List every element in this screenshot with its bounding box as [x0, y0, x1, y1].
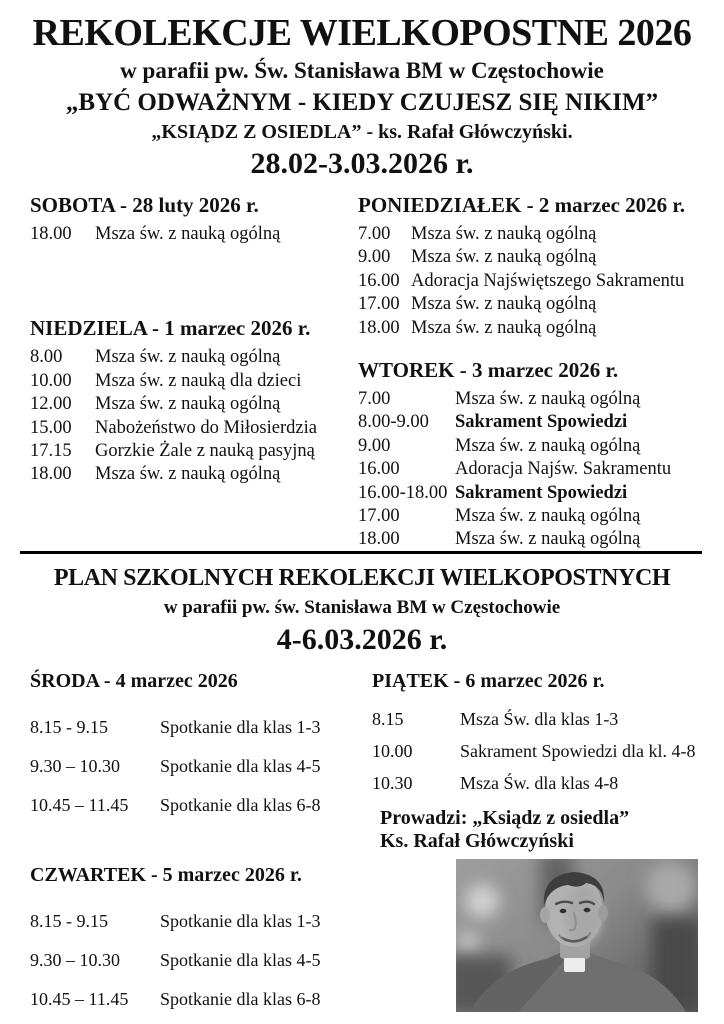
schedule-row [30, 794, 360, 816]
schedule-row [358, 458, 722, 481]
schedule-row [30, 949, 360, 971]
event-cell: Msza św. z nauką ogólną [411, 294, 597, 315]
event-cell: Spotkanie dla klas 4-5 [160, 756, 321, 776]
event-cell: Msza św. z nauką ogólną [95, 464, 281, 485]
section-divider [20, 551, 702, 554]
leader-caption [380, 807, 722, 853]
schedule-row [358, 482, 722, 505]
school-right-column-wrap [372, 668, 722, 853]
schedule-row [372, 740, 722, 762]
retreat-dates: 28.02-3.03.2026 r. [250, 147, 474, 180]
schedule-row [358, 435, 722, 458]
day-block [358, 358, 722, 552]
event-cell: Spotkanie dla klas 6-8 [160, 795, 321, 815]
time-cell: 9.00 [358, 247, 391, 268]
event-cell: Msza Św. dla klas 1-3 [460, 709, 619, 729]
parish-right-column [358, 193, 722, 552]
event-cell: Msza Św. dla klas 4-8 [460, 773, 619, 793]
time-cell: 17.15 [30, 441, 72, 462]
event-cell: Msza św. z nauką ogólną [411, 224, 597, 244]
schedule-row [372, 708, 722, 730]
time-cell: 10.45 – 11.45 [30, 795, 129, 815]
preacher-line: „KSIĄDZ Z OSIEDLA” - ks. Rafał Główczyński. [151, 121, 573, 143]
schedule-row [358, 317, 722, 340]
schedule-row [30, 463, 356, 486]
day-title: NIEDZIELA - 1 marzec 2026 r. [30, 316, 311, 341]
event-cell: Adoracja Najśw. Sakramentu [455, 459, 672, 480]
time-cell: 9.00 [358, 435, 391, 456]
event-cell: Msza św. z nauką ogólną [455, 435, 641, 456]
event-cell: Sakrament Spowiedzi [455, 482, 628, 503]
day-title: WTOREK - 3 marzec 2026 r. [358, 358, 619, 383]
schedule-row [30, 370, 356, 393]
time-cell: 10.00 [372, 741, 413, 761]
event-cell: Spotkanie dla klas 1-3 [160, 911, 321, 931]
time-cell: 10.00 [30, 370, 72, 391]
day-block [30, 316, 356, 486]
event-cell: Nabożeństwo do Miłosierdzia [95, 417, 317, 438]
event-cell: Spotkanie dla klas 4-5 [160, 950, 321, 970]
time-cell: 10.30 [372, 773, 413, 793]
day-title: CZWARTEK - 5 marzec 2026 r. [30, 864, 302, 886]
schedule-row [358, 528, 722, 551]
school-right-column [372, 668, 722, 794]
motto-line: „BYĆ ODWAŻNYM - KIEDY CZUJESZ SIĘ NIKIM” [65, 89, 659, 116]
day-title: PIĄTEK - 6 marzec 2026 r. [372, 670, 605, 692]
schedule-row [30, 393, 356, 416]
day-title: ŚRODA - 4 marzec 2026 [30, 670, 238, 692]
schedule-row [30, 910, 360, 932]
event-cell: Gorzkie Żale z nauką pasyjną [95, 441, 315, 462]
day-block [30, 862, 360, 1010]
time-cell: 18.00 [30, 224, 72, 244]
event-cell: Msza św. z nauką ogólną [95, 347, 281, 368]
event-cell: Msza św. z nauką ogólną [411, 247, 597, 268]
time-cell: 17.00 [358, 506, 400, 527]
retreat-title: REKOLEKCJE WIELKOPOSTNE 2026 [32, 12, 692, 54]
time-cell: 8.00-9.00 [358, 412, 429, 433]
event-cell: Sakrament Spowiedzi dla kl. 4-8 [460, 741, 696, 761]
time-cell: 9.30 – 10.30 [30, 950, 120, 970]
leader-caption-line1: Prowadzi: „Ksiądz z osiedla” [380, 807, 630, 829]
time-cell: 18.00 [358, 529, 400, 550]
schedule-row [30, 417, 356, 440]
time-cell: 7.00 [358, 389, 391, 410]
time-cell: 8.15 - 9.15 [30, 717, 108, 737]
event-cell: Adoracja Najświętszego Sakramentu [411, 270, 685, 291]
time-cell: 15.00 [30, 417, 72, 438]
schedule-row [372, 772, 722, 794]
event-cell: Msza św. z nauką ogólną [95, 224, 281, 244]
schedule-row [30, 440, 356, 463]
schedule-row [358, 270, 722, 293]
schedule-row [358, 388, 722, 411]
schedule-row [30, 988, 360, 1010]
event-cell: Msza św. z nauką dla dzieci [95, 370, 302, 391]
time-cell: 17.00 [358, 294, 400, 315]
day-block [358, 193, 722, 340]
event-cell: Spotkanie dla klas 1-3 [160, 717, 321, 737]
school-dates: 4-6.03.2026 r. [276, 623, 448, 656]
time-cell: 16.00 [358, 270, 400, 291]
time-cell: 16.00-18.00 [358, 482, 448, 503]
parish-left-column [30, 193, 356, 487]
event-cell: Msza św. z nauką ogólną [95, 394, 281, 415]
event-cell: Msza św. z nauką ogólną [455, 389, 641, 410]
time-cell: 12.00 [30, 394, 72, 415]
time-cell: 8.15 [372, 709, 404, 729]
schedule-row [30, 346, 356, 369]
time-cell: 18.00 [358, 317, 400, 338]
schedule-row [358, 293, 722, 316]
day-block [30, 193, 356, 246]
event-cell: Msza św. z nauką ogólną [455, 529, 641, 550]
schedule-row [30, 755, 360, 777]
event-cell: Msza św. z nauką ogólną [455, 506, 641, 527]
day-block [30, 668, 360, 816]
event-cell: Msza św. z nauką ogólną [411, 317, 597, 338]
time-cell: 18.00 [30, 464, 72, 485]
time-cell: 7.00 [358, 224, 391, 244]
schedule-row [30, 716, 360, 738]
schedule-row [358, 411, 722, 434]
parish-line: w parafii pw. Św. Stanisława BM w Częstochowie [120, 58, 604, 83]
day-title: SOBOTA - 28 luty 2026 r. [30, 193, 259, 217]
time-cell: 8.00 [30, 347, 63, 368]
time-cell: 9.30 – 10.30 [30, 756, 120, 776]
school-parish-line: w parafii pw. św. Stanisława BM w Częstochowie [163, 597, 561, 618]
school-title: PLAN SZKOLNYCH REKOLEKCJI WIELKOPOSTNYCH [53, 565, 671, 591]
school-header-block [0, 560, 724, 660]
time-cell: 16.00 [358, 459, 400, 480]
time-cell: 8.15 - 9.15 [30, 911, 108, 931]
schedule-row [358, 246, 722, 269]
leader-caption-line2: Ks. Rafał Główczyński [380, 830, 574, 852]
priest-photo-graphic [456, 859, 698, 1012]
priest-photo [456, 859, 698, 1012]
time-cell: 10.45 – 11.45 [30, 989, 129, 1009]
school-left-column [30, 668, 360, 1024]
event-cell: Sakrament Spowiedzi [455, 412, 628, 433]
event-cell: Spotkanie dla klas 6-8 [160, 989, 321, 1009]
day-title: PONIEDZIAŁEK - 2 marzec 2026 r. [358, 193, 686, 217]
schedule-row [358, 223, 722, 246]
schedule-row [30, 223, 356, 246]
header-block [0, 0, 724, 183]
day-block [372, 668, 722, 794]
schedule-row [358, 505, 722, 528]
